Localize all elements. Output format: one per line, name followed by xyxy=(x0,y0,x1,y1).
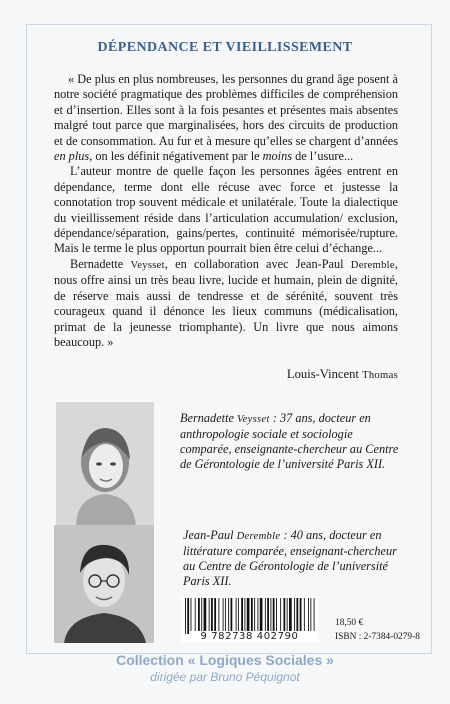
barcode xyxy=(181,596,318,642)
quote-signature: Louis-Vincent Thomas xyxy=(286,367,398,381)
collection-name: Collection « Logiques Sociales » xyxy=(116,652,334,668)
blurb xyxy=(54,72,398,350)
author-bio-veysset: Bernadette Veysset : 37 ans, docteur en anthropologie sociale et sociologie comparée, enseignante-chercheur au Centre de Gérontologie de l’université Paris XII. xyxy=(180,411,399,471)
collection-director: dirigée par Bruno Péquignot xyxy=(150,670,300,684)
blurb-paragraph-1: « De plus en plus nombreuses, les personnes du grand âge posent à notre société pragmatique des problèmes difficiles de compréhension et d’insertion. Elles sont à la fois pesantes et présentes mais absentes malgré tout parce que marginalisées, hors des circuits de production et de consommation. Au fur et à mesure qu’elles se chargent d’années en plus, on les définit négativement par le moins de l’usure... xyxy=(54,72,398,164)
barcode-bars xyxy=(181,596,318,634)
book-title: DÉPENDANCE ET VIEILLISSEMENT xyxy=(97,40,353,55)
price: 18,50 € xyxy=(335,618,364,628)
author-photo-veysset xyxy=(56,402,154,527)
blurb-paragraph-3: Bernadette Veysset, en collaboration avec Jean-Paul Deremble, nous offre ainsi un très beau livre, lucide et humain, plein de dignité, de réserve mais aussi de tendresse et de sérénité, souvent très courageux quand il dénonce les lieux communs (médicalisation, primat de la jeunesse triomphante). Un livre que nous aimons beaucoup. » xyxy=(54,256,398,349)
portrait-woman-image xyxy=(56,402,154,527)
barcode-digits: 9 782738 402790 xyxy=(200,631,299,642)
portrait-man-image xyxy=(54,525,154,643)
blurb-paragraph-2: L’auteur montre de quelle façon les personnes âgées entrent en dépendance, terme dont elle récuse avec force et justesse la connotation trop souvent médicale et unilatérale. Toute la dialectique du vieillissement réside dans l’articulation accumulation/ exclusion, dépendance/séparation, gains/pertes, continuité mémorisée/rupture. Mais le terme le plus opportun pourrait bien être celui d’échange... xyxy=(54,164,398,256)
isbn: ISBN : 2-7384-0279-8 xyxy=(335,632,420,642)
author-photo-deremble xyxy=(54,525,154,643)
author-bio-deremble: Jean-Paul Deremble : 40 ans, docteur en littérature comparée, enseignant-chercheur au Centre de Gérontologie de l’université Paris XII. xyxy=(183,528,397,588)
